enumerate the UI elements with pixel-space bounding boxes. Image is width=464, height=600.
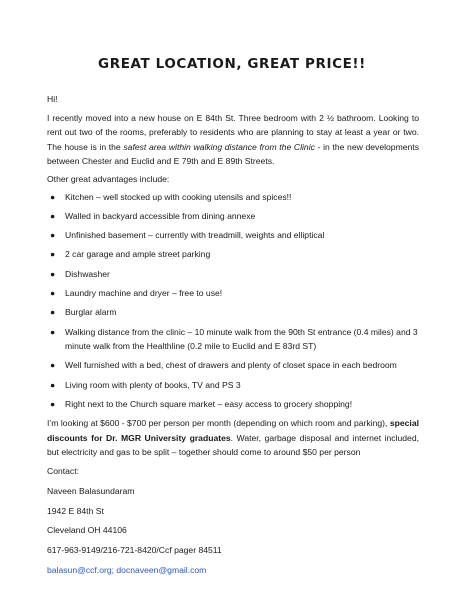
bullet-icon: ● <box>50 191 56 202</box>
intro-text-1: I recently moved into a new house on E 84th St. Three bedroom with 2 ½ bathroom. Looking to rent out two of the rooms, preferably to residents who are planning to stay at least a year or two. The house is in the <box>47 112 419 152</box>
list-item-text: Right next to the Church square market – easy access to grocery shopping! <box>65 398 353 409</box>
contact-phones: 617-963-9149/216-721-8420/Ccf pager 84511 <box>47 545 222 556</box>
contact-heading: Contact: <box>47 466 80 477</box>
list-item-text: Burglar alarm <box>65 307 117 318</box>
list-item <box>47 228 419 243</box>
advantages-list <box>47 190 419 412</box>
list-item-text: Well furnished with a bed, chest of drawers and plenty of closet space in each bedroom <box>65 360 397 371</box>
list-item <box>47 247 419 262</box>
email-link-1[interactable]: balasun@ccf.org <box>47 564 112 575</box>
list-item <box>47 325 419 354</box>
email-separator: ; <box>111 564 117 575</box>
list-item-text: Dishwasher <box>65 268 110 279</box>
list-item-text: Living room with plenty of books, TV and PS 3 <box>65 379 241 390</box>
document-body <box>47 92 419 583</box>
list-item-text: 2 car garage and ample street parking <box>65 249 211 260</box>
contact-emails <box>47 563 419 578</box>
advantages-heading: Other great advantages include: <box>47 173 170 184</box>
intro-text-2: - in the new developments between Chester and Euclid and E 79th and E 89th Streets. <box>47 141 419 167</box>
list-item-text: Kitchen – well stocked up with cooking utensils and spices!! <box>65 191 292 202</box>
list-item <box>47 358 419 373</box>
bullet-icon: ● <box>50 230 56 241</box>
bullet-icon: ● <box>50 268 56 279</box>
price-text-2: . Water, garbage disposal and internet included, but electricity and gas to be split – together should come to around $50 per person <box>47 432 419 458</box>
page-title: GREAT LOCATION, GREAT PRICE!! <box>98 56 366 72</box>
list-item <box>47 397 419 412</box>
list-item <box>47 190 419 205</box>
bullet-icon: ● <box>50 287 56 298</box>
intro-italic-text: safest area within walking distance from the Clinic <box>123 141 315 152</box>
list-item-text: Laundry machine and dryer – free to use! <box>65 287 223 298</box>
price-text-1: I’m looking at $600 - $700 per person per month (depending on which room and parking), <box>47 418 390 429</box>
greeting: Hi! <box>47 94 58 104</box>
list-item <box>47 305 419 320</box>
contact-name: Naveen Balasundaram <box>47 485 135 496</box>
contact-city: Cleveland OH 44106 <box>47 525 127 536</box>
bullet-icon: ● <box>50 307 56 318</box>
contact-street: 1942 E 84th St <box>47 505 104 516</box>
list-item <box>47 267 419 282</box>
price-bold-text: special discounts for Dr. MGR University graduates <box>47 418 419 443</box>
price-paragraph <box>47 416 419 460</box>
list-item <box>47 286 419 301</box>
intro-paragraph <box>47 111 419 169</box>
email-link-2[interactable]: docnaveen@gmail.com <box>116 564 207 575</box>
list-item <box>47 378 419 393</box>
bullet-icon: ● <box>50 326 56 337</box>
bullet-icon: ● <box>50 379 56 390</box>
bullet-icon: ● <box>50 360 56 371</box>
bullet-icon: ● <box>50 398 56 409</box>
list-item <box>47 209 419 224</box>
list-item-text: Unfinished basement – currently with treadmill, weights and elliptical <box>65 230 325 241</box>
list-item-text: Walking distance from the clinic – 10 minute walk from the 90th St entrance (0.4 miles) and 3 minute walk from the Healthline (0.2 mile to Euclid and E 83rd ST) <box>65 326 418 352</box>
bullet-icon: ● <box>50 249 56 260</box>
list-item-text: Walled in backyard accessible from dining annexe <box>65 210 256 221</box>
bullet-icon: ● <box>50 210 56 221</box>
